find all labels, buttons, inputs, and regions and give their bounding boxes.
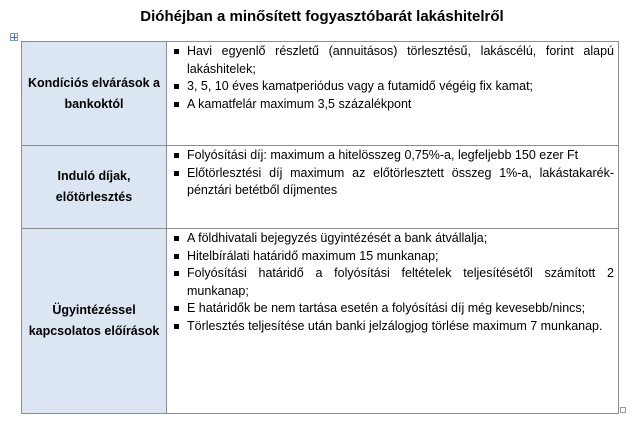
list-item: Törlesztés teljesítése után banki jelzálogjog törlése maximum 7 munkanap. — [173, 318, 614, 336]
table-row — [22, 42, 619, 146]
list-item: 3, 5, 10 éves kamatperiódus vagy a futamidő végéig fix kamat; — [173, 78, 614, 96]
table-resize-handle-icon[interactable] — [620, 407, 626, 413]
table-move-handle-icon[interactable] — [10, 33, 18, 41]
conditions-table — [21, 41, 619, 414]
category-cell — [22, 146, 167, 229]
details-cell — [167, 229, 619, 414]
bullet-list — [173, 147, 614, 200]
category-cell — [22, 42, 167, 146]
page-title: Dióhéjban a minősített fogyasztóbarát lakáshitelről — [140, 8, 504, 25]
category-label: Kondíciós elvárások a bankoktól — [28, 75, 161, 111]
bullet-list — [173, 43, 614, 113]
bullet-list — [173, 230, 614, 335]
table-row — [22, 146, 619, 229]
list-item: A földhivatali bejegyzés ügyintézését a bank átvállalja; — [173, 230, 614, 248]
table-row — [22, 229, 619, 414]
list-item: Előtörlesztési díj maximum az előtörlesztett összeg 1%-a, lakástakarék-pénztári betétből díjmentes — [173, 165, 614, 200]
list-item: E határidők be nem tartása esetén a folyósítási díj még kevesebb/nincs; — [173, 300, 614, 318]
list-item: A kamatfelár maximum 3,5 százalékpont — [173, 96, 614, 114]
details-cell — [167, 42, 619, 146]
category-label: Ügyintézéssel kapcsolatos előírások — [28, 303, 160, 338]
category-cell — [22, 229, 167, 414]
details-cell — [167, 146, 619, 229]
list-item: Folyósítási díj: maximum a hitelösszeg 0,75%-a, legfeljebb 150 ezer Ft — [173, 147, 614, 165]
category-label: Induló díjak, előtörlesztés — [55, 169, 133, 204]
list-item: Hitelbírálati határidő maximum 15 munkanap; — [173, 248, 614, 266]
list-item: Folyósítási határidő a folyósítási feltételek teljesítésétől számított 2 munkanap; — [173, 265, 614, 300]
list-item: Havi egyenlő részletű (annuitásos) törlesztésű, lakáscélú, forint alapú lakáshitelek; — [173, 43, 614, 78]
